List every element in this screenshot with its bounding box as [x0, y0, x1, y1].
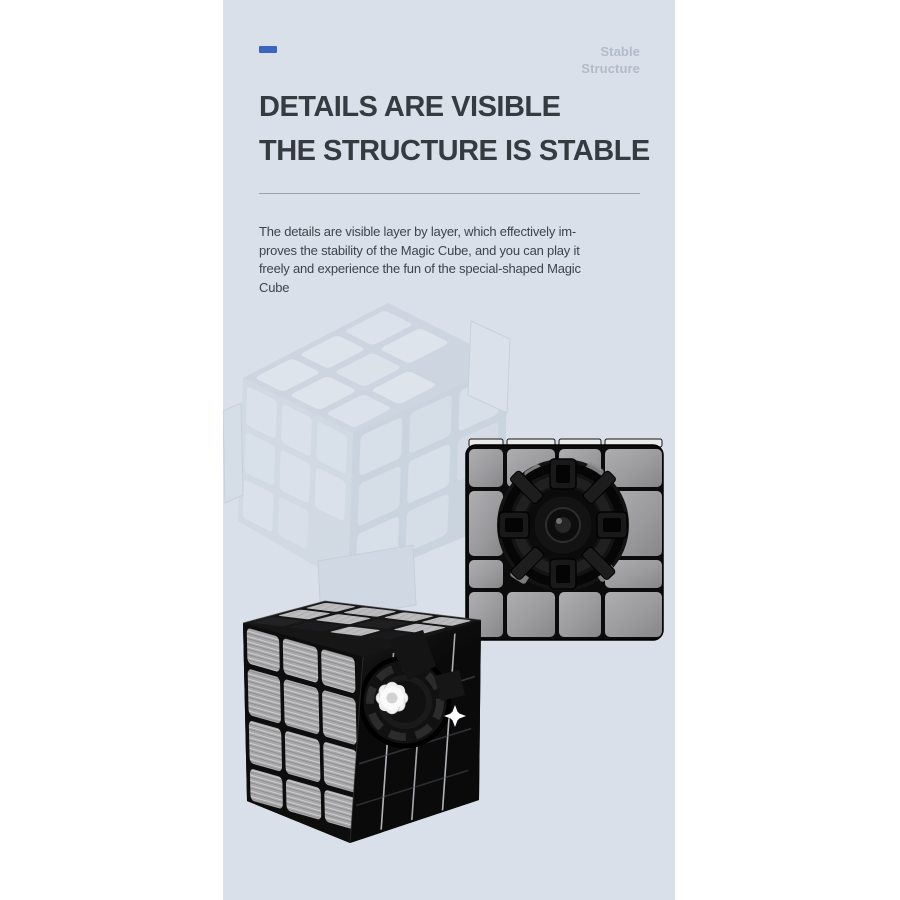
corner-label-line: Structure [581, 61, 640, 76]
description-line: The details are visible layer by layer, which effectively im- [259, 224, 577, 239]
title-line: THE STRUCTURE IS STABLE [259, 135, 650, 167]
corner-label [581, 43, 640, 77]
title-line: DETAILS ARE VISIBLE [259, 91, 561, 123]
description-text [259, 223, 581, 297]
divider [259, 193, 640, 194]
cube-3d-core-image [238, 588, 498, 848]
accent-dash-icon [259, 46, 277, 53]
description-line: Cube [259, 279, 290, 295]
description-line: freely and experience the fun of the special-shaped Magic [259, 261, 581, 276]
content-panel [223, 0, 675, 900]
corner-label-line: Stable [600, 44, 640, 59]
description-line: proves the stability of the Magic Cube, and you can play it [259, 242, 580, 258]
page-title [259, 85, 650, 173]
